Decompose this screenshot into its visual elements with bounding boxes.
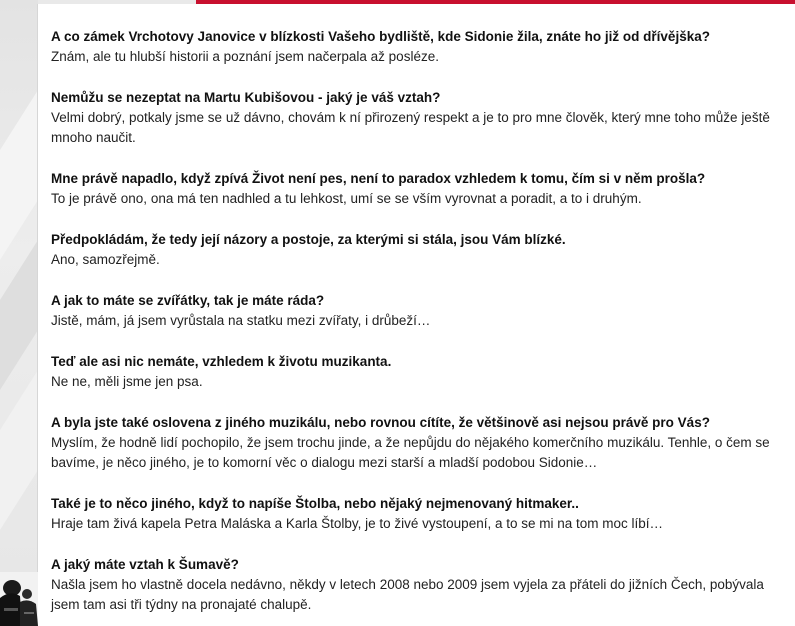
diagonal-stripes-decoration [0, 0, 38, 626]
interview-question: A jak to máte se zvířátky, tak je máte ráda? [51, 293, 325, 308]
interview-answer: Velmi dobrý, potkaly jsme se už dávno, chovám k ní přirozený respekt a je to pro mne člověk, který mne toho může ještě mnoho naučit. [51, 110, 770, 145]
musician-photo-image [0, 572, 38, 626]
interview-question: Také je to něco jiného, když to napíše Štolba, nebo nějaký nejmenovaný hitmaker.. [51, 496, 579, 511]
qa-item [51, 494, 786, 534]
interview-answer: Ano, samozřejmě. [51, 252, 160, 267]
qa-item [51, 27, 786, 67]
qa-item [51, 555, 786, 615]
interview-question: Mne právě napadlo, když zpívá Život není pes, není to paradox vzhledem k tomu, čím si v něm prošla? [51, 171, 706, 186]
qa-item [51, 169, 786, 209]
qa-item [51, 413, 786, 473]
interview-question: Teď ale asi nic nemáte, vzhledem k životu muzikanta. [51, 354, 392, 369]
qa-item [51, 88, 786, 148]
interview-answer: Ne ne, měli jsme jen psa. [51, 374, 203, 389]
interview-question: Předpokládám, že tedy její názory a postoje, za kterými si stála, jsou Vám blízké. [51, 232, 566, 247]
qa-item [51, 291, 786, 331]
qa-item [51, 352, 786, 392]
interview-answer: Znám, ale tu hlubší historii a poznání jsem načerpala až posléze. [51, 49, 439, 64]
interview-question: A co zámek Vrchotovy Janovice v blízkosti Vašeho bydliště, kde Sidonie žila, znáte ho již od dřívějška? [51, 29, 710, 44]
interview-question: A jaký máte vztah k Šumavě? [51, 557, 239, 572]
interview-answer: Jistě, mám, já jsem vyrůstala na statku mezi zvířaty, i drůbeží… [51, 313, 431, 328]
interview-question: A byla jste také oslovena z jiného muzikálu, nebo rovnou cítíte, že většinově asi nejsou právě pro Vás? [51, 415, 710, 430]
interview-answer: Myslím, že hodně lidí pochopilo, že jsem trochu jinde, a že nepůjdu do nějakého komerčního muzikálu. Tenhle, o čem se bavíme, je něco jiného, je to komorní věc o dialogu mezi starší a mladší podobou Sidonie… [51, 435, 770, 470]
left-decoration [0, 0, 38, 626]
interview-answer: Našla jsem ho vlastně docela nedávno, někdy v letech 2008 nebo 2009 jsem vyjela za přáteli do jižních Čech, pobývala jsem tam asi tři týdny na pronajaté chalupě. [51, 577, 764, 612]
interview-question: Nemůžu se nezeptat na Martu Kubišovou - jaký je váš vztah? [51, 90, 441, 105]
article-content [37, 4, 795, 626]
interview-answer: To je právě ono, ona má ten nadhled a tu lehkost, umí se se vším vyrovnat a poradit, a to i druhým. [51, 191, 642, 206]
interview-answer: Hraje tam živá kapela Petra Maláska a Karla Štolby, je to živé vystoupení, a to se mi na tom moc líbí… [51, 516, 664, 531]
qa-item [51, 230, 786, 270]
